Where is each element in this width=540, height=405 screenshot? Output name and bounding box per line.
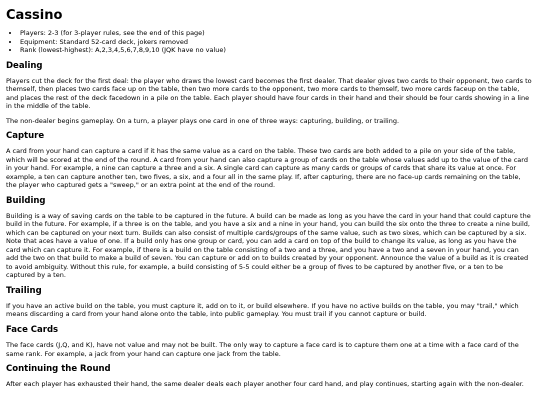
- continuing-paragraph: After each player has exhausted their hand, the same dealer deals each player another four card hand, and play continues, starting again with the non-dealer.: [6, 380, 524, 389]
- dealing-paragraph-2: The non-dealer begins gameplay. On a turn, a player plays one card in one of three ways: capturing, building, or trailing.: [6, 116, 400, 125]
- section-heading-face-cards: Face Cards: [6, 324, 59, 335]
- trailing-paragraph: If you have an active build on the table, you must capture it, add on to it, or build elsewhere. If you have no active builds on the table, you may "trail," which means discarding a card from your hand alone onto the table, into public gameplay. You must trail if you cannot capture or build.: [6, 301, 519, 319]
- face-cards-paragraph: The face cards (J,Q, and K), have not value and may not be built. The only way to capture a face card is to capture them one at a time with a face card of the same rank. For example, a jack from your hand can capture one jack from the table.: [6, 341, 519, 358]
- section-heading-continuing: Continuing the Round: [6, 363, 111, 374]
- dealing-paragraph-1: Players cut the deck for the first deal: the player who draws the lowest card becomes the first dealer. That dealer gives two cards to their opponent, two cards to themself, then places two cards face up on the table, then two more cards to the opponent, two more cards to themself, two more cards faceup on the table, and places the rest of the deck facedown in a pile on the table. Each player should have four cards in their hand and their should be four cards showing in a line in the middle of the table.: [6, 76, 532, 111]
- section-heading-trailing: Trailing: [6, 285, 42, 296]
- list-item-rank: • Rank (lowest-highest): A,2,3,4,5,6,7,8,9,10 (JQK have no value): [20, 46, 532, 54]
- building-paragraph: Building is a way of saving cards on the table to be captured in the future. A build can be made as long as you have the card in your hand that could capture the build in the future. For example, if a three is on the table, and you have a six and a nine in your hand, you can build the six onto the three to create a nine build, which can be captured on your next turn. Builds can also consist of multiple cards/groups of the same value, such as two sixes, which can be captured by a six. Note that aces have a value of one. If a build only has one group or card, you can add a card on top of the build to change its value, as long as you have the card which can capture it. For example, if there is a build on the table consisting of a two and a three, and you have a two and a seven in your hand, you can add the two on that build to make a build of seven. You can capture or add on to builds created by your opponent. Announce the value of a build as it is created to avoid ambiguity. Without this rule, for example, a build consisting of 5-5 could either be a group of fives to be captured by another five, or a ten to be captured by a ten.: [6, 212, 531, 280]
- list-item-players: • Players: 2-3 (for 3-player rules, see the end of this page): [20, 29, 532, 37]
- list-item-equipment: • Equipment: Standard 52-card deck, jokers removed: [20, 38, 532, 46]
- section-heading-building: Building: [6, 195, 46, 206]
- page-title: Cassino: [6, 8, 63, 23]
- section-heading-dealing: Dealing: [6, 60, 43, 71]
- capture-paragraph: A card from your hand can capture a card if it has the same value as a card on the table. These two cards are both added to a pile on your side of the table, which will be scored at the end of the round. A card from your hand can also capture a group of cards on the table whose values add up to the value of the card in your hand. For example, a nine can capture a three and a six. A single card can capture as many cards or groups of cards that share its value at once. For example, a ten can capture another ten, two fives, a six, and a four all in the same play. If, after capturing, there are no face-up cards remaining on the table, the player who captured gets a "sweep," or an extra point at the end of the round.: [6, 147, 528, 190]
- intro-list: [6, 29, 532, 54]
- section-heading-capture: Capture: [6, 131, 45, 142]
